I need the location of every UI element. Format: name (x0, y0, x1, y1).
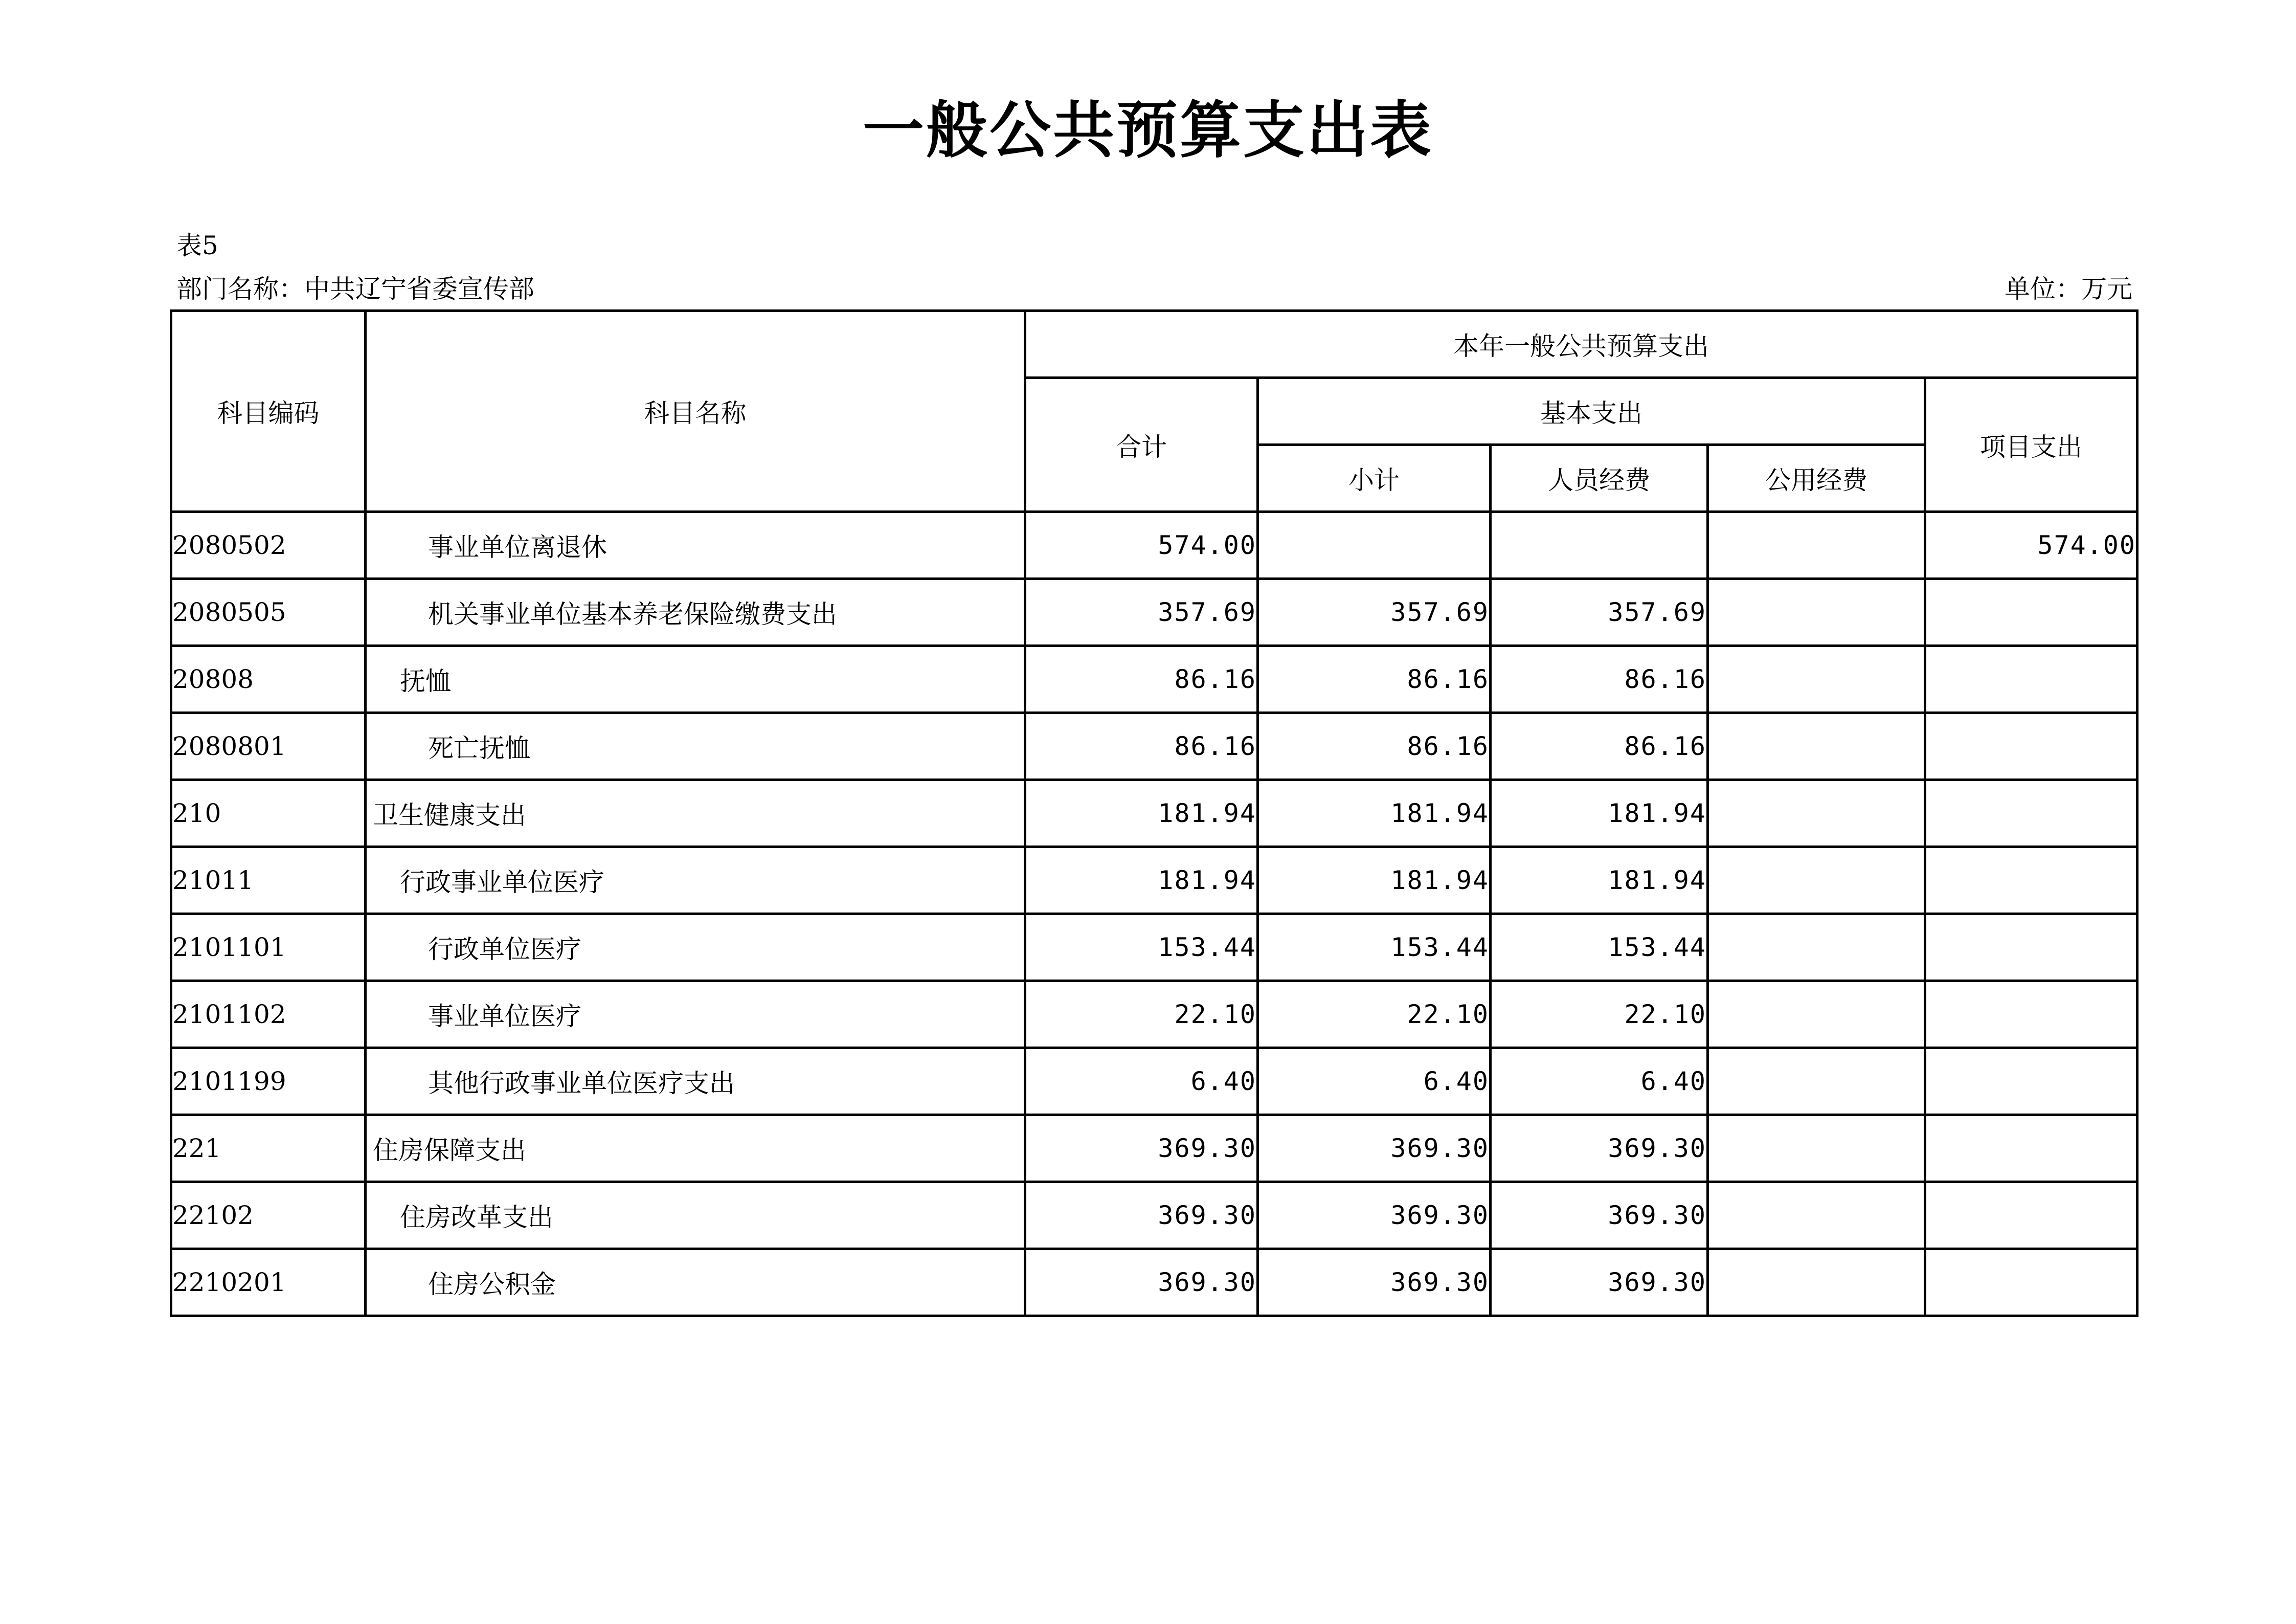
row-code: 2101102 (171, 981, 366, 1048)
row-total: 153.44 (1025, 914, 1258, 981)
row-personnel: 181.94 (1491, 780, 1708, 847)
table-row (171, 914, 2137, 981)
row-personnel: 6.40 (1491, 1048, 1708, 1115)
table-number: 表5 (176, 231, 218, 260)
row-total: 181.94 (1025, 780, 1258, 847)
header-name: 科目名称 (366, 311, 1025, 512)
row-code: 2080502 (171, 512, 366, 579)
row-total: 369.30 (1025, 1249, 1258, 1316)
row-total: 86.16 (1025, 713, 1258, 780)
table-row (171, 1048, 2137, 1115)
row-public (1708, 646, 1925, 713)
row-name: 死亡抚恤 (366, 713, 1025, 780)
row-code: 2101199 (171, 1048, 366, 1115)
row-total: 181.94 (1025, 847, 1258, 914)
row-project (1925, 1249, 2137, 1316)
row-name: 行政事业单位医疗 (366, 847, 1025, 914)
row-subtotal: 369.30 (1258, 1249, 1491, 1316)
row-subtotal (1258, 512, 1491, 579)
table-row (171, 512, 2137, 579)
table-row (171, 1115, 2137, 1182)
row-project (1925, 1115, 2137, 1182)
row-project (1925, 780, 2137, 847)
table-row (171, 981, 2137, 1048)
row-code: 210 (171, 780, 366, 847)
row-personnel: 181.94 (1491, 847, 1708, 914)
table-row (171, 847, 2137, 914)
row-project (1925, 1182, 2137, 1249)
header-public: 公用经费 (1708, 445, 1925, 512)
row-total: 22.10 (1025, 981, 1258, 1048)
row-subtotal: 6.40 (1258, 1048, 1491, 1115)
table-body (171, 512, 2137, 1316)
header-basic: 基本支出 (1258, 378, 1925, 445)
header-group: 本年一般公共预算支出 (1025, 311, 2137, 378)
row-code: 2080801 (171, 713, 366, 780)
row-total: 86.16 (1025, 646, 1258, 713)
table-header (171, 311, 2137, 512)
row-name: 住房改革支出 (366, 1182, 1025, 1249)
row-personnel: 86.16 (1491, 646, 1708, 713)
row-subtotal: 181.94 (1258, 780, 1491, 847)
table-row (171, 1249, 2137, 1316)
row-subtotal: 181.94 (1258, 847, 1491, 914)
row-personnel: 357.69 (1491, 579, 1708, 646)
row-personnel (1491, 512, 1708, 579)
table-row (171, 646, 2137, 713)
header-subtotal: 小计 (1258, 445, 1491, 512)
row-project (1925, 646, 2137, 713)
row-public (1708, 713, 1925, 780)
row-public (1708, 512, 1925, 579)
row-code: 20808 (171, 646, 366, 713)
row-public (1708, 579, 1925, 646)
row-public (1708, 1182, 1925, 1249)
row-public (1708, 1048, 1925, 1115)
row-project (1925, 847, 2137, 914)
row-personnel: 369.30 (1491, 1249, 1708, 1316)
row-public (1708, 1115, 1925, 1182)
row-total: 369.30 (1025, 1182, 1258, 1249)
row-public (1708, 981, 1925, 1048)
row-subtotal: 86.16 (1258, 646, 1491, 713)
row-code: 2210201 (171, 1249, 366, 1316)
budget-table (170, 309, 2139, 1317)
row-project: 574.00 (1925, 512, 2137, 579)
row-personnel: 86.16 (1491, 713, 1708, 780)
header-project: 项目支出 (1925, 378, 2137, 512)
row-name: 住房保障支出 (366, 1115, 1025, 1182)
unit-label: 单位：万元 (2005, 274, 2132, 304)
row-personnel: 369.30 (1491, 1115, 1708, 1182)
row-project (1925, 713, 2137, 780)
row-project (1925, 1048, 2137, 1115)
row-total: 6.40 (1025, 1048, 1258, 1115)
row-subtotal: 86.16 (1258, 713, 1491, 780)
row-personnel: 22.10 (1491, 981, 1708, 1048)
table-row (171, 579, 2137, 646)
row-project (1925, 914, 2137, 981)
table-row (171, 1182, 2137, 1249)
table-row (171, 713, 2137, 780)
table-row (171, 780, 2137, 847)
row-personnel: 153.44 (1491, 914, 1708, 981)
row-subtotal: 153.44 (1258, 914, 1491, 981)
row-subtotal: 369.30 (1258, 1182, 1491, 1249)
row-subtotal: 22.10 (1258, 981, 1491, 1048)
row-public (1708, 847, 1925, 914)
row-total: 357.69 (1025, 579, 1258, 646)
page-title: 一般公共预算支出表 (863, 94, 1433, 166)
row-name: 行政单位医疗 (366, 914, 1025, 981)
row-code: 221 (171, 1115, 366, 1182)
row-name: 事业单位离退休 (366, 512, 1025, 579)
department-name: 部门名称：中共辽宁省委宣传部 (176, 274, 534, 304)
row-subtotal: 357.69 (1258, 579, 1491, 646)
row-personnel: 369.30 (1491, 1182, 1708, 1249)
header-personnel: 人员经费 (1491, 445, 1708, 512)
row-code: 2101101 (171, 914, 366, 981)
row-name: 卫生健康支出 (366, 780, 1025, 847)
row-public (1708, 914, 1925, 981)
row-total: 574.00 (1025, 512, 1258, 579)
row-public (1708, 780, 1925, 847)
row-name: 机关事业单位基本养老保险缴费支出 (366, 579, 1025, 646)
row-total: 369.30 (1025, 1115, 1258, 1182)
header-total: 合计 (1025, 378, 1258, 512)
row-subtotal: 369.30 (1258, 1115, 1491, 1182)
row-project (1925, 981, 2137, 1048)
header-code: 科目编码 (171, 311, 366, 512)
row-name: 其他行政事业单位医疗支出 (366, 1048, 1025, 1115)
row-name: 住房公积金 (366, 1249, 1025, 1316)
row-name: 事业单位医疗 (366, 981, 1025, 1048)
row-name: 抚恤 (366, 646, 1025, 713)
row-code: 22102 (171, 1182, 366, 1249)
row-public (1708, 1249, 1925, 1316)
row-project (1925, 579, 2137, 646)
row-code: 2080505 (171, 579, 366, 646)
row-code: 21011 (171, 847, 366, 914)
